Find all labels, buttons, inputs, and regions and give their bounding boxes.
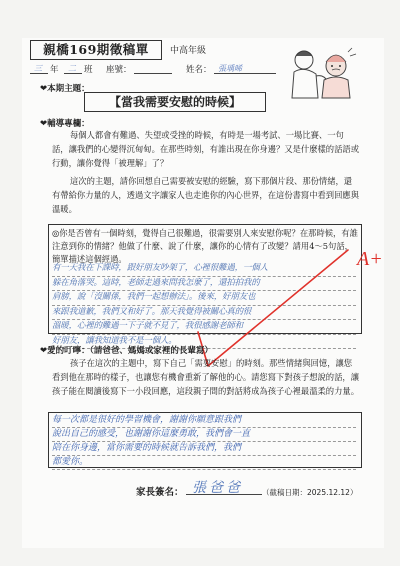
signature-underline [186, 494, 262, 495]
parent-response-line[interactable]: 陪在你身邊，當你需要的時候就告訴我們，我們 [52, 442, 356, 456]
theme-title: 【當我需要安慰的時候】 [84, 92, 266, 112]
parent-response-lines [52, 414, 356, 470]
class-value: 二 [68, 64, 76, 73]
guide-paragraph-1: 每個人都會有難過、失望或受挫的時候，有時是一場考試、一場比賽、一句話，讓我們的心變得沉甸甸。在那些時刻，有誰出現在你身邊？又是什麼樣的話語或行動，讓你覺得「被理解」了？ [52, 130, 359, 168]
parent-instructions: 孩子在這次的主題中，寫下自己「需要安慰」的時刻。那些情緒與回憶，讓您看到他在那時的樣子，也讓您有機會重新了解他的心。請您寫下對孩子想說的話，讓孩子能在閱讀後寫下一小段回應，這段親子間的對話將成為孩子心裡最溫柔的力量。 [52, 358, 359, 396]
worksheet-title: 親橋169期徵稿單 [30, 40, 162, 60]
answer-line[interactable]: 來跟我道歉，我們又和好了。那天我覺得被關心真的很 [52, 306, 356, 321]
deadline-note: （截稿日期：2025.12.12） [262, 488, 358, 497]
teacher-check-mark [196, 248, 356, 368]
theme-label: ❤本期主題： [40, 84, 90, 94]
name-label: 姓名： [186, 65, 212, 75]
answer-line[interactable]: 肩膀，說「沒關係，我們一起想辦法」。後來，好朋友也 [52, 291, 356, 306]
grade-level: 中高年級 [170, 46, 207, 56]
seat-underline [134, 63, 172, 74]
student-info-row [30, 63, 280, 75]
year-label: 年 [50, 65, 59, 75]
guide-label: ❤輔導專欄： [40, 119, 90, 129]
class-label: 班 [84, 65, 93, 75]
parent-response-line[interactable]: 每一次都是很好的學習機會，謝謝你願意跟我們 [52, 414, 356, 428]
parent-response-line[interactable]: 都愛你。 [52, 456, 356, 470]
name-value: 張瑀晞 [218, 64, 242, 73]
parent-response-line[interactable]: 說出自己的感受，也謝謝你這麼勇敢，我們會一直 [52, 428, 356, 442]
grade-value: 三 [34, 64, 42, 73]
teacher-grade-mark: A+ [357, 248, 383, 270]
answer-line[interactable]: 好朋友，讓我知道我不是一個人。 [52, 335, 356, 350]
parent-signature[interactable]: 張爸爸 [192, 480, 243, 496]
parent-signature-label: 家長簽名： [136, 487, 184, 498]
question-prompt: ◎你是否曾有一個時刻，覺得自己很難過，很需要別人來安慰你呢？在那時候，有誰注意到你的情緒？他做了什麼、說了什麼，讓你的心情有了改變？請用4～5句話，簡單描述這個經過。 [52, 228, 358, 264]
answer-line[interactable]: 躲在角落哭。這時，老師走過來問我怎麼了，還拍拍我的 [52, 277, 356, 292]
seat-label: 座號： [106, 65, 132, 75]
answer-line[interactable]: 溫暖，心裡的難過一下子就不見了，我很感謝老師和 [52, 320, 356, 335]
answer-line[interactable]: 有一天我在下課時，跟好朋友吵架了，心裡很難過，一個人 [52, 262, 356, 277]
parent-note-label: ❤愛的叮嚀：（請爸爸、媽媽或家裡的長輩寫） [40, 346, 213, 356]
sad-child-illustration [282, 38, 362, 102]
guide-paragraph-2: 這次的主題，請你回想自己需要被安慰的經驗，寫下那個片段、那份情緒，還有帶給你力量的人，透過文字讓家人也走進你的內心世界，在這份書寫中看到回應與溫暖。 [52, 176, 359, 214]
